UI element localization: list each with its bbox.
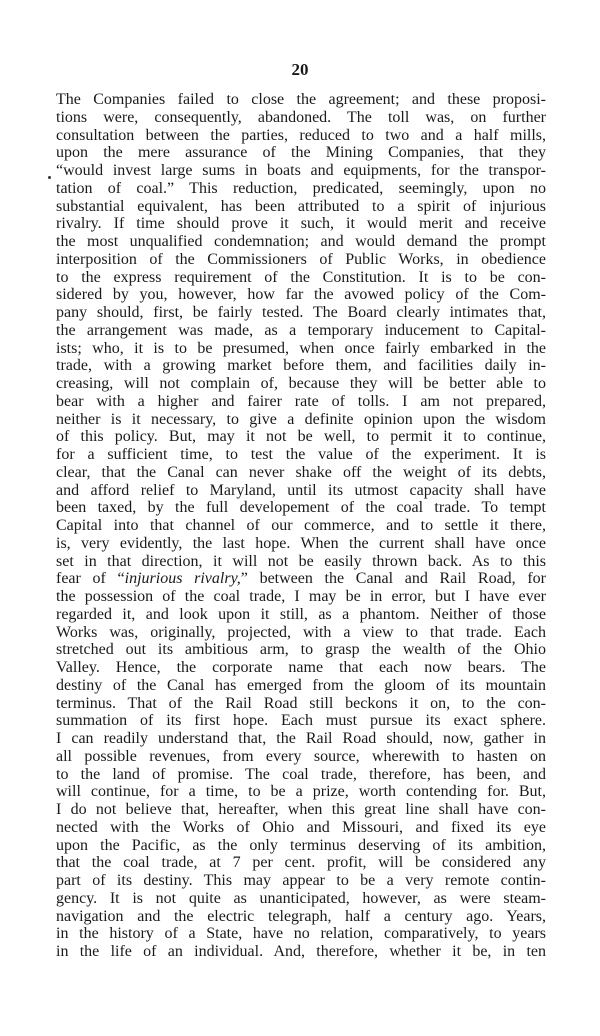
text-line: will continue, for a time, to be a prize, worth contending for. But,	[56, 783, 546, 801]
text-line: I do not believe that, hereafter, when this great line shall have con-	[56, 801, 546, 818]
text-line: sidered by you, however, how far the avowed policy of the Com-	[56, 286, 546, 304]
text-line: that the coal trade, at 7 per cent. profit, will be considered any	[56, 854, 546, 872]
text-segment: fear of “	[56, 570, 125, 588]
text-line: of this policy. But, may it not be well, to permit it to continue,	[56, 428, 546, 446]
text-line: to the express requirement of the Constitution. It is to be con-	[56, 268, 546, 286]
body-text	[56, 91, 546, 961]
text-line: tions were, consequently, abandoned. The toll was, on further	[56, 108, 546, 126]
text-line: to the land of promise. The coal trade, therefore, has been, and	[56, 765, 546, 783]
text-line: the arrangement was made, as a temporary inducement to Capital-	[56, 321, 546, 339]
text-line: in the life of an individual. And, therefore, whether it be, in ten	[56, 943, 546, 960]
text-line: consultation between the parties, reduced to two and a half mills,	[56, 126, 546, 144]
text-line: pany should, first, be fairly tested. The Board clearly intimates that,	[56, 304, 546, 321]
text-line: I can readily understand that, the Rail Road should, now, gather in	[56, 730, 546, 747]
text-line: interposition of the Commissioners of Public Works, in obedience	[56, 250, 546, 268]
margin-mark	[48, 176, 51, 179]
text-line: trade, with a growing market before them, and facilities daily in-	[56, 357, 546, 375]
text-line: regarded it, and look upon it still, as a phantom. Neither of those	[56, 605, 546, 623]
text-line: creasing, will not complain of, because they will be better able to	[56, 375, 546, 392]
text-line: “would invest large sums in boats and equipments, for the transpor-	[56, 162, 546, 179]
text-line	[56, 570, 546, 588]
text-line: Valley. Hence, the corporate name that each now bears. The	[56, 659, 546, 676]
text-line: been taxed, by the full developement of the coal trade. To tempt	[56, 499, 546, 517]
text-line: terminus. That of the Rail Road still beckons it on, to the con-	[56, 694, 546, 712]
text-line: bear with a higher and fairer rate of tolls. I am not prepared,	[56, 392, 546, 410]
text-line: neither is it necessary, to give a definite opinion upon the wisdom	[56, 410, 546, 428]
text-line: set in that direction, it will not be easily thrown back. As to this	[56, 552, 546, 570]
text-line: in the history of a State, have no relation, comparatively, to years	[56, 925, 546, 943]
page-number: 20	[291, 60, 309, 79]
text-line: ists; who, it is to be presumed, when once fairly embarked in the	[56, 339, 546, 357]
text-segment: ” between the Canal and Rail Road, for	[240, 570, 547, 588]
text-line: nected with the Works of Ohio and Missouri, and fixed its eye	[56, 818, 546, 836]
text-line: The Companies failed to close the agreement; and these proposi-	[56, 91, 546, 108]
text-line: part of its destiny. This may appear to be a very remote contin-	[56, 872, 546, 889]
text-line: navigation and the electric telegraph, half a century ago. Years,	[56, 907, 546, 925]
text-line: tation of coal.” This reduction, predicated, seemingly, upon no	[56, 179, 546, 197]
text-line: all possible revenues, from every source, wherewith to hasten on	[56, 747, 546, 765]
text-line: Capital into that channel of our commerce, and to settle it there,	[56, 517, 546, 534]
text-line: the most unqualified condemnation; and would demand the prompt	[56, 233, 546, 250]
text-line: clear, that the Canal can never shake off the weight of its debts,	[56, 463, 546, 481]
text-line: upon the Pacific, as the only terminus deserving of its ambition,	[56, 836, 546, 854]
text-line: the possession of the coal trade, I may be in error, but I have ever	[56, 588, 546, 605]
text-line: substantial equivalent, has been attributed to a spirit of injurious	[56, 197, 546, 215]
text-line: Works was, originally, projected, with a view to that trade. Each	[56, 623, 546, 641]
text-line: rivalry. If time should prove it such, it would merit and receive	[56, 215, 546, 233]
text-line: gency. It is not quite as unanticipated, however, as were steam-	[56, 889, 546, 907]
text-line: summation of its first hope. Each must pursue its exact sphere.	[56, 712, 546, 730]
italic-phrase: injurious rivalry,	[124, 570, 241, 588]
text-line: is, very evidently, the last hope. When the current shall have once	[56, 534, 546, 552]
text-line: stretched out its ambitious arm, to grasp the wealth of the Ohio	[56, 641, 546, 659]
text-line: and afford relief to Maryland, until its utmost capacity shall have	[56, 481, 546, 499]
text-line: destiny of the Canal has emerged from the gloom of its mountain	[56, 676, 546, 694]
text-line: upon the mere assurance of the Mining Companies, that they	[56, 144, 546, 162]
text-line: for a sufficient time, to test the value of the experiment. It is	[56, 446, 546, 463]
